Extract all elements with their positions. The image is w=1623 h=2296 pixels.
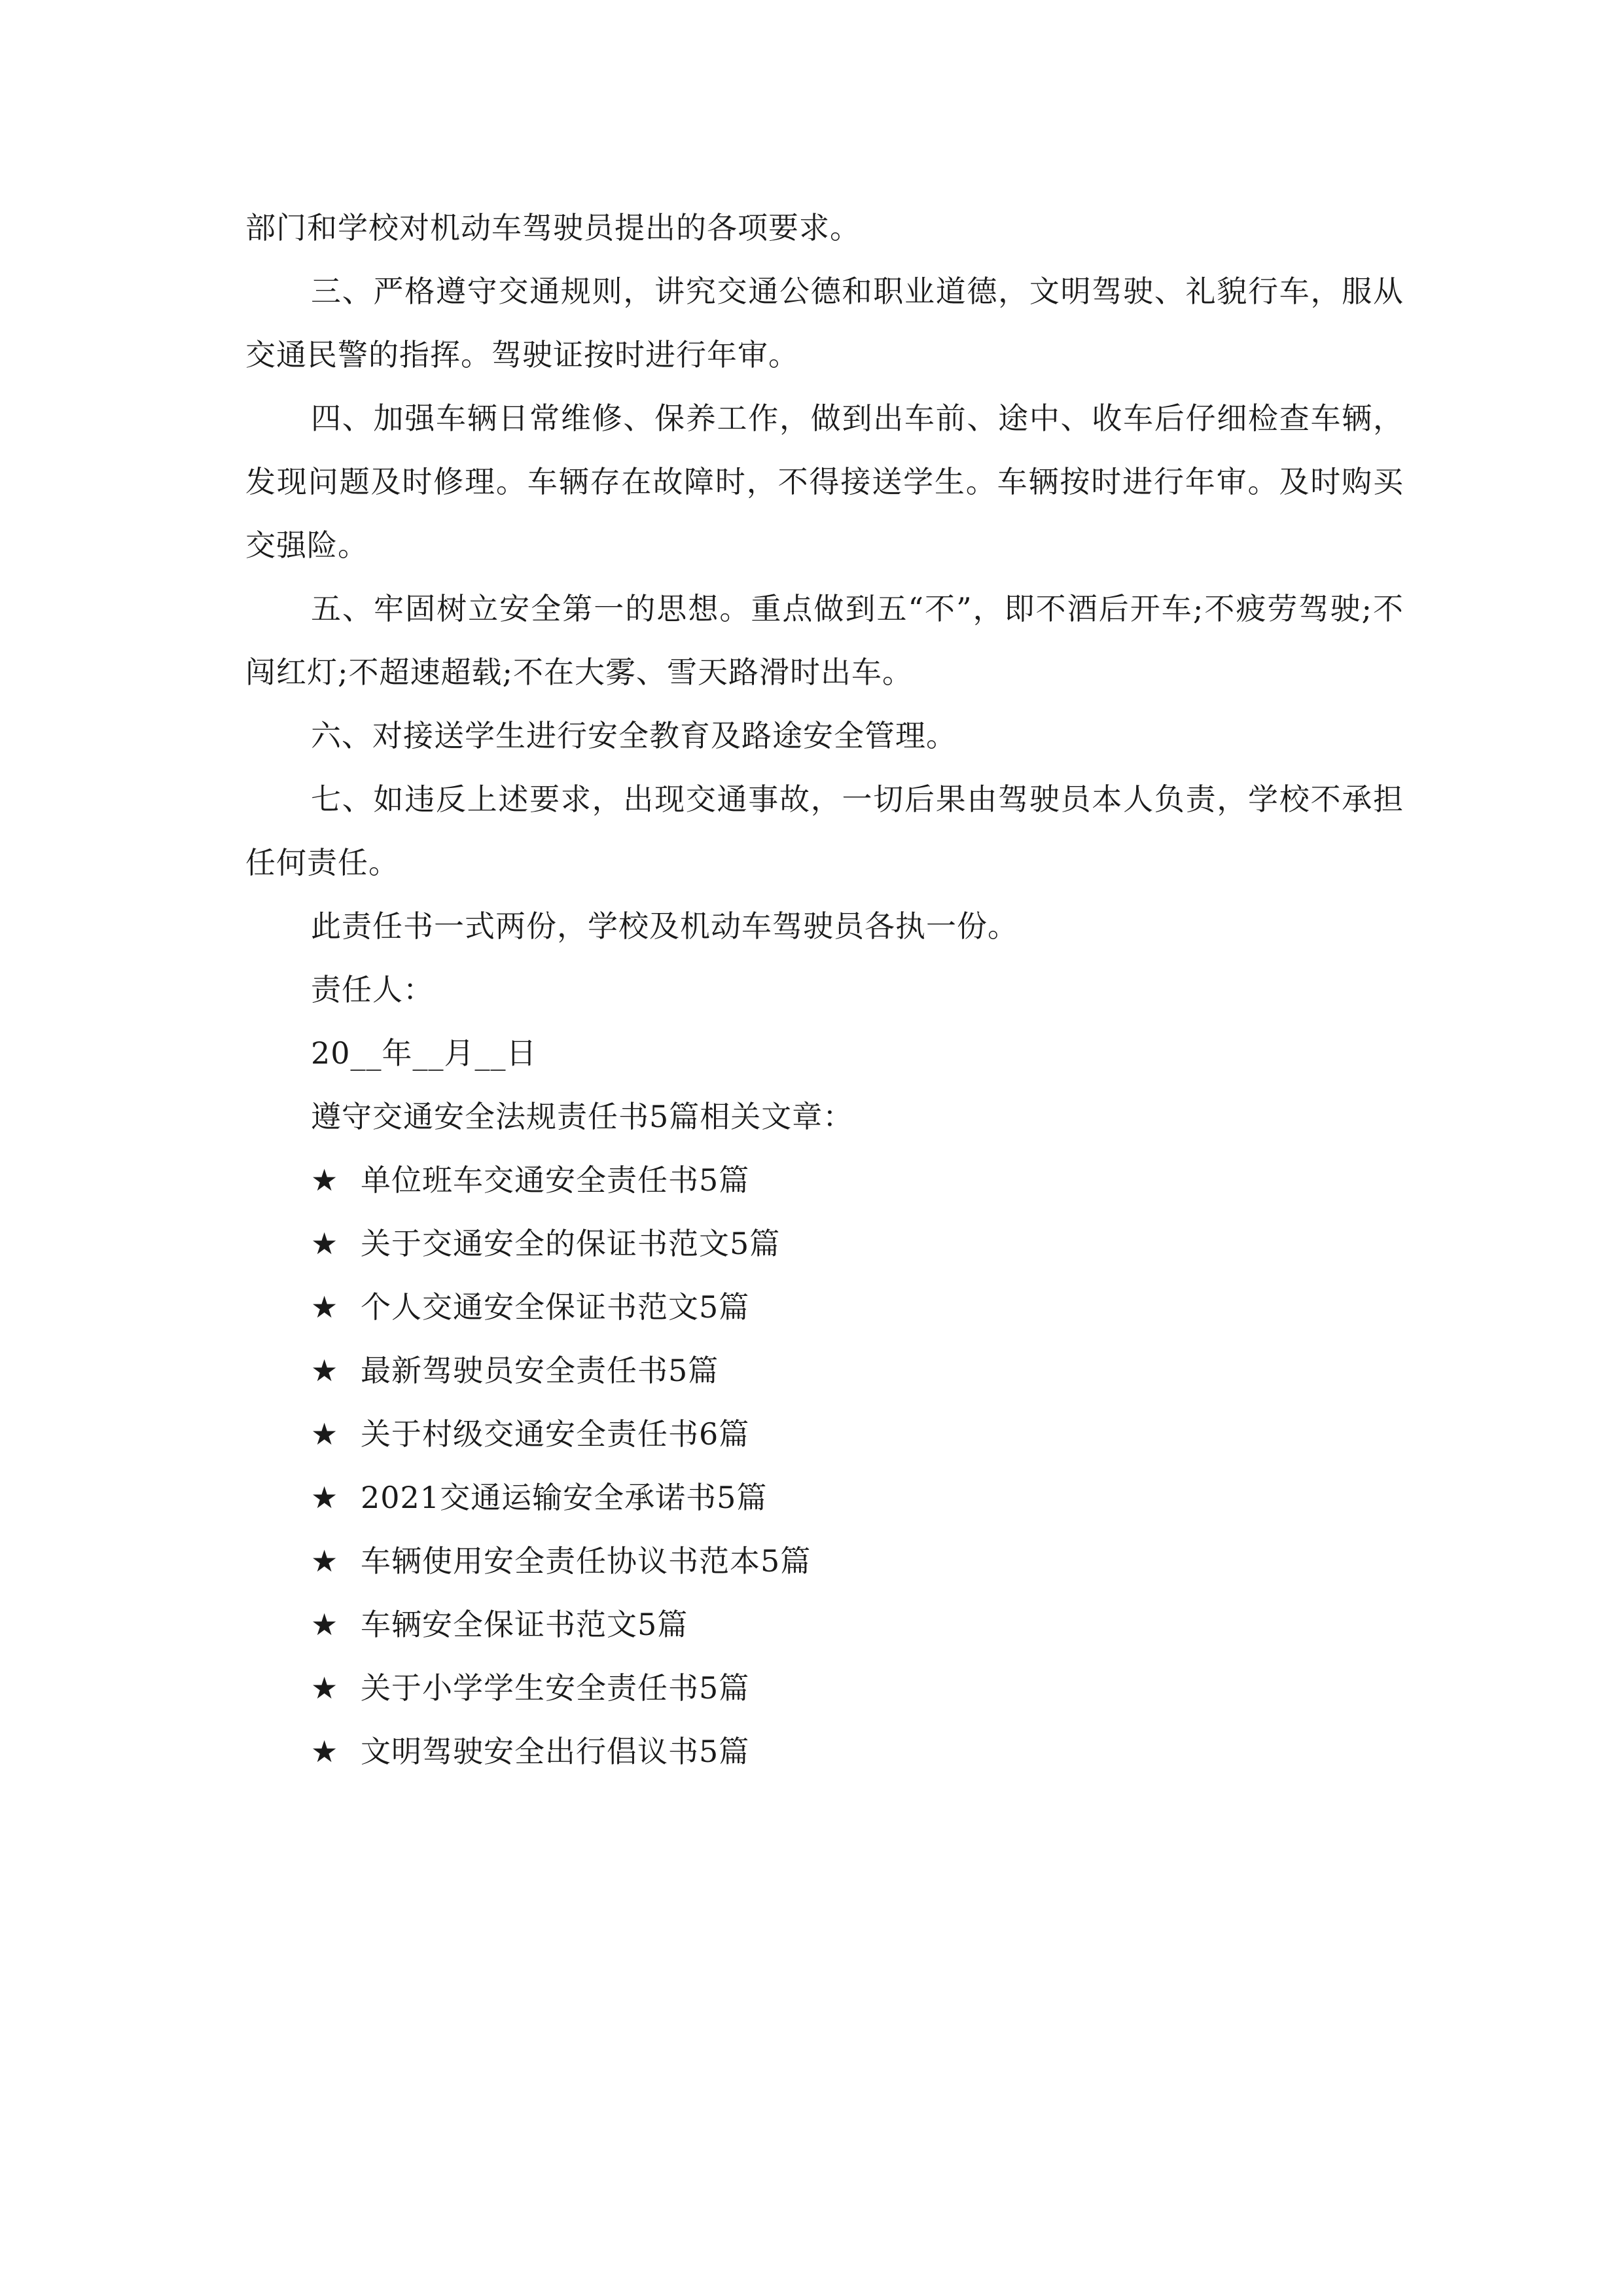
star-icon: ★	[311, 1416, 339, 1452]
related-article-title: 个人交通安全保证书范文5篇	[361, 1289, 750, 1325]
star-icon: ★	[311, 1226, 339, 1261]
related-articles-heading: 遵守交通安全法规责任书5篇相关文章：	[311, 1099, 854, 1134]
related-article-link[interactable]	[245, 1212, 1404, 1276]
paragraph-item-four: 四、加强车辆日常维修、保养工作，做到出车前、途中、收车后仔细检查车辆，发现问题及时修理。车辆存在故障时，不得接送学生。车辆按时进行年审。及时购买交强险。	[245, 401, 1404, 563]
related-article-title: 车辆安全保证书范文5篇	[361, 1607, 688, 1642]
star-icon: ★	[311, 1734, 339, 1769]
related-article-title: 单位班车交通安全责任书5篇	[361, 1162, 750, 1198]
star-icon: ★	[311, 1543, 339, 1579]
related-article-link[interactable]	[245, 1149, 1404, 1212]
related-article-link[interactable]	[245, 1276, 1404, 1339]
star-icon: ★	[311, 1289, 339, 1325]
related-article-link[interactable]	[245, 1466, 1404, 1530]
paragraph-item-three: 三、严格遵守交通规则，讲究交通公德和职业道德，文明驾驶、礼貌行车，服从交通民警的指挥。驾驶证按时进行年审。	[245, 274, 1404, 372]
paragraph-copies-note: 此责任书一式两份，学校及机动车驾驶员各执一份。	[311, 908, 1018, 944]
related-articles-list	[245, 1149, 1404, 1784]
star-icon: ★	[311, 1607, 339, 1642]
related-article-title: 文明驾驶安全出行倡议书5篇	[361, 1734, 750, 1769]
related-article-link[interactable]	[245, 1720, 1404, 1784]
related-article-link[interactable]	[245, 1657, 1404, 1720]
related-article-title: 车辆使用安全责任协议书范本5篇	[361, 1543, 812, 1579]
star-icon: ★	[311, 1162, 339, 1198]
related-article-title: 关于交通安全的保证书范文5篇	[361, 1226, 781, 1261]
related-article-link[interactable]	[245, 1339, 1404, 1403]
star-icon: ★	[311, 1353, 339, 1388]
document-body	[245, 196, 1404, 1784]
related-article-title: 2021交通运输安全承诺书5篇	[361, 1480, 768, 1515]
related-article-link[interactable]	[245, 1530, 1404, 1593]
related-article-title: 关于小学学生安全责任书5篇	[361, 1670, 750, 1706]
paragraph-item-five: 五、牢固树立安全第一的思想。重点做到五“不”，即不酒后开车;不疲劳驾驶;不闯红灯;不超速超载;不在大雾、雪天路滑时出车。	[245, 591, 1404, 690]
paragraph-item-six: 六、对接送学生进行安全教育及路途安全管理。	[311, 718, 957, 753]
related-article-link[interactable]	[245, 1403, 1404, 1466]
paragraph-item-seven: 七、如违反上述要求，出现交通事故，一切后果由驾驶员本人负责，学校不承担任何责任。	[245, 781, 1404, 880]
related-article-title: 最新驾驶员安全责任书5篇	[361, 1353, 719, 1388]
paragraph-requirements-end: 部门和学校对机动车驾驶员提出的各项要求。	[245, 210, 861, 245]
star-icon: ★	[311, 1670, 339, 1706]
star-icon: ★	[311, 1480, 339, 1515]
related-article-link[interactable]	[245, 1593, 1404, 1657]
date-line: 20__年__月__日	[311, 1035, 537, 1071]
related-article-title: 关于村级交通安全责任书6篇	[361, 1416, 750, 1452]
responsible-person-label: 责任人：	[311, 972, 434, 1007]
